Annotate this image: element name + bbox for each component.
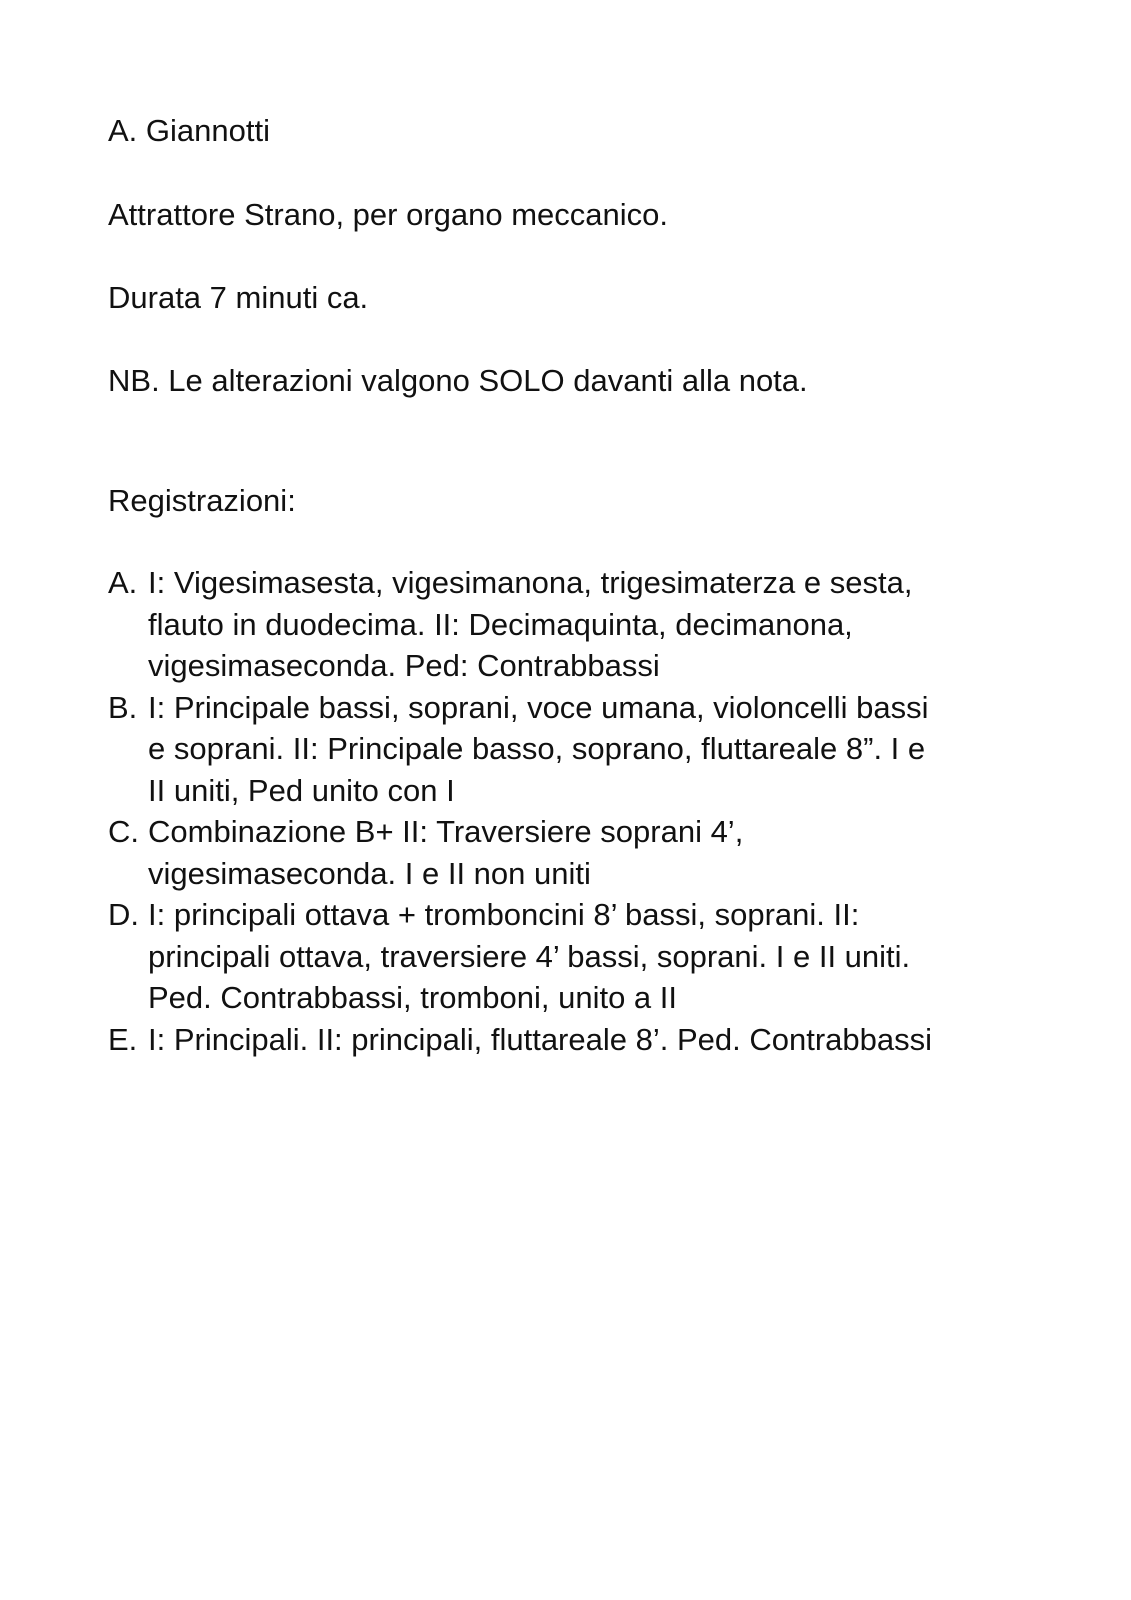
piece-title: Attrattore Strano, per organo meccanico.	[108, 197, 669, 232]
registrations-heading: Registrazioni:	[108, 483, 296, 518]
registration-item-b	[108, 687, 1068, 812]
registration-line: principali ottava, traversiere 4’ bassi, soprani. I e II uniti.	[148, 938, 911, 974]
registration-item-a	[108, 562, 1068, 687]
registration-text	[148, 687, 1068, 812]
registration-letter: D.	[108, 897, 139, 932]
registration-letter: C.	[108, 814, 139, 849]
registration-line: I: principali ottava + tromboncini 8’ bassi, soprani. II:	[148, 897, 860, 932]
registration-text	[148, 562, 1068, 687]
registration-text	[148, 1019, 1068, 1061]
performance-note: NB. Le alterazioni valgono SOLO davanti alla nota.	[108, 363, 808, 398]
registration-letter: A.	[108, 565, 138, 600]
registration-line: flauto in duodecima. II: Decimaquinta, decimanona,	[148, 606, 853, 642]
registration-line: I: Principale bassi, soprani, voce umana, violoncelli bassi	[148, 689, 929, 725]
registration-item-d	[108, 894, 1068, 1019]
registration-line: e soprani. II: Principale basso, soprano, fluttareale 8”. I e	[148, 731, 926, 766]
registration-letter: B.	[108, 689, 138, 725]
registration-item-e	[108, 1019, 1068, 1061]
registration-line: II uniti, Ped unito con I	[148, 772, 455, 808]
duration-text: Durata 7 minuti ca.	[108, 280, 369, 315]
registration-line: Ped. Contrabbassi, tromboni, unito a II	[148, 980, 678, 1015]
registration-line: vigesimaseconda. Ped: Contrabbassi	[148, 648, 660, 683]
registration-line: Combinazione B+ II: Traversiere soprani 4’,	[148, 814, 744, 849]
registrations-list	[108, 562, 1068, 1060]
registration-line: I: Vigesimasesta, vigesimanona, trigesimaterza e sesta,	[148, 565, 913, 600]
registration-item-c	[108, 811, 1068, 894]
registration-text	[148, 894, 1068, 1019]
author-name: A. Giannotti	[108, 113, 270, 148]
registration-text	[148, 811, 1068, 894]
registration-line: vigesimaseconda. I e II non uniti	[148, 855, 591, 891]
registration-line: I: Principali. II: principali, fluttareale 8’. Ped. Contrabbassi	[148, 1021, 932, 1057]
registration-letter: E.	[108, 1021, 138, 1057]
